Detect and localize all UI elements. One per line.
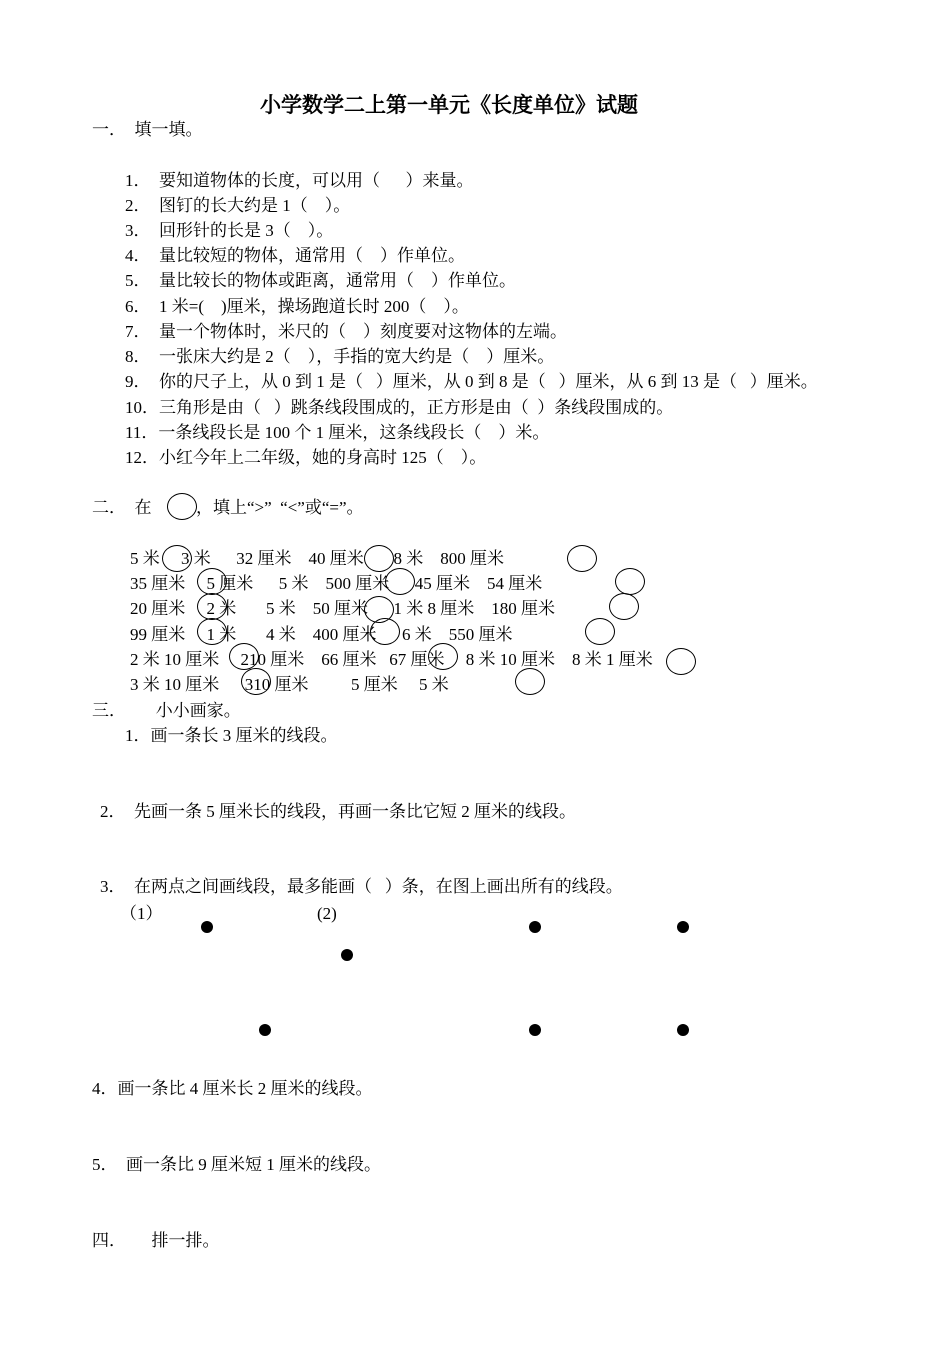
- fill-item: 8． 一张床大约是 2（ ），手指的宽大约是（ ）厘米。: [125, 347, 555, 366]
- comparison-row: 35 厘米 5 厘米 5 米 500 厘米 45 厘米 54 厘米: [130, 574, 543, 593]
- point-dot: [529, 1024, 541, 1036]
- answer-circle: [162, 545, 192, 572]
- answer-circle: [428, 643, 458, 670]
- answer-circle: [370, 618, 400, 645]
- point-dot: [201, 921, 213, 933]
- fill-item: 2． 图钉的长大约是 1（ ）。: [125, 196, 351, 215]
- draw-question-1: 1．画一条长 3 厘米的线段。: [125, 726, 338, 745]
- figure-label-2: (2): [317, 904, 337, 923]
- point-dot: [259, 1024, 271, 1036]
- answer-circle: [197, 568, 227, 595]
- section2-heading-end: ，填上“>” “<”或“=”。: [196, 498, 364, 517]
- draw-question-2: 2． 先画一条 5 厘米长的线段，再画一条比它短 2 厘米的线段。: [100, 802, 576, 821]
- fill-item: 1． 要知道物体的长度，可以用（ ）来量。: [125, 171, 474, 190]
- answer-circle: [364, 545, 394, 572]
- section1-heading: 一． 填一填。: [92, 120, 203, 139]
- fill-item: 6． 1 米=( )厘米，操场跑道长时 200（ ）。: [125, 297, 469, 316]
- comparison-row: 99 厘米 1 米 4 米 400 厘米 6 米 550 厘米: [130, 625, 513, 644]
- answer-circle: [197, 593, 227, 620]
- point-dot: [677, 921, 689, 933]
- comparison-row: 20 厘米 2 米 5 米 50 厘米 1 米 8 厘米 180 厘米: [130, 599, 555, 618]
- answer-circle: [229, 643, 259, 670]
- fill-item: 12．小红今年上二年级，她的身高时 125（ ）。: [125, 448, 487, 467]
- section3-heading: 三． 小小画家。: [92, 701, 241, 720]
- answer-circle: [615, 568, 645, 595]
- point-dot: [677, 1024, 689, 1036]
- answer-circle: [666, 648, 696, 675]
- draw-question-5: 5． 画一条比 9 厘米短 1 厘米的线段。: [92, 1155, 381, 1174]
- section4-heading: 四． 排一排。: [92, 1231, 220, 1250]
- point-dot: [529, 921, 541, 933]
- answer-circle: [609, 593, 639, 620]
- fill-item: 9． 你的尺子上，从 0 到 1 是（ ）厘米，从 0 到 8 是（ ）厘米，从 6 到 13 是（ ）厘米。: [125, 372, 818, 391]
- answer-circle: [241, 668, 271, 695]
- answer-circle: [567, 545, 597, 572]
- answer-circle: [585, 618, 615, 645]
- page-title: 小学数学二上第一单元《长度单位》试题: [260, 93, 638, 117]
- answer-circle: [515, 668, 545, 695]
- draw-question-3: 3． 在两点之间画线段，最多能画（ ）条，在图上画出所有的线段。: [100, 877, 623, 896]
- fill-item: 11．一条线段长是 100 个 1 厘米，这条线段长（ ）米。: [125, 423, 550, 442]
- answer-circle: [167, 493, 197, 520]
- answer-circle: [197, 618, 227, 645]
- figure-label-1: （1）: [120, 904, 163, 923]
- comparison-row: 3 米 10 厘米 310 厘米 5 厘米 5 米: [130, 675, 449, 694]
- fill-item: 3． 回形针的长是 3（ ）。: [125, 221, 334, 240]
- section2-heading-start: 二． 在: [92, 498, 152, 517]
- fill-item: 5． 量比较长的物体或距离，通常用（ ）作单位。: [125, 271, 516, 290]
- point-dot: [341, 949, 353, 961]
- fill-item: 10．三角形是由（ ）跳条线段围成的，正方形是由（ ）条线段围成的。: [125, 398, 674, 417]
- answer-circle: [385, 568, 415, 595]
- comparison-row: 2 米 10 厘米 210 厘米 66 厘米 67 厘米 8 米 10 厘米 8 米 1 厘米: [130, 650, 653, 669]
- comparison-row: 5 米 3 米 32 厘米 40 厘米 8 米 800 厘米: [130, 549, 504, 568]
- fill-item: 7． 量一个物体时，米尺的（ ）刻度要对这物体的左端。: [125, 322, 567, 341]
- draw-question-4: 4．画一条比 4 厘米长 2 厘米的线段。: [92, 1079, 373, 1098]
- fill-item: 4． 量比较短的物体，通常用（ ）作单位。: [125, 246, 465, 265]
